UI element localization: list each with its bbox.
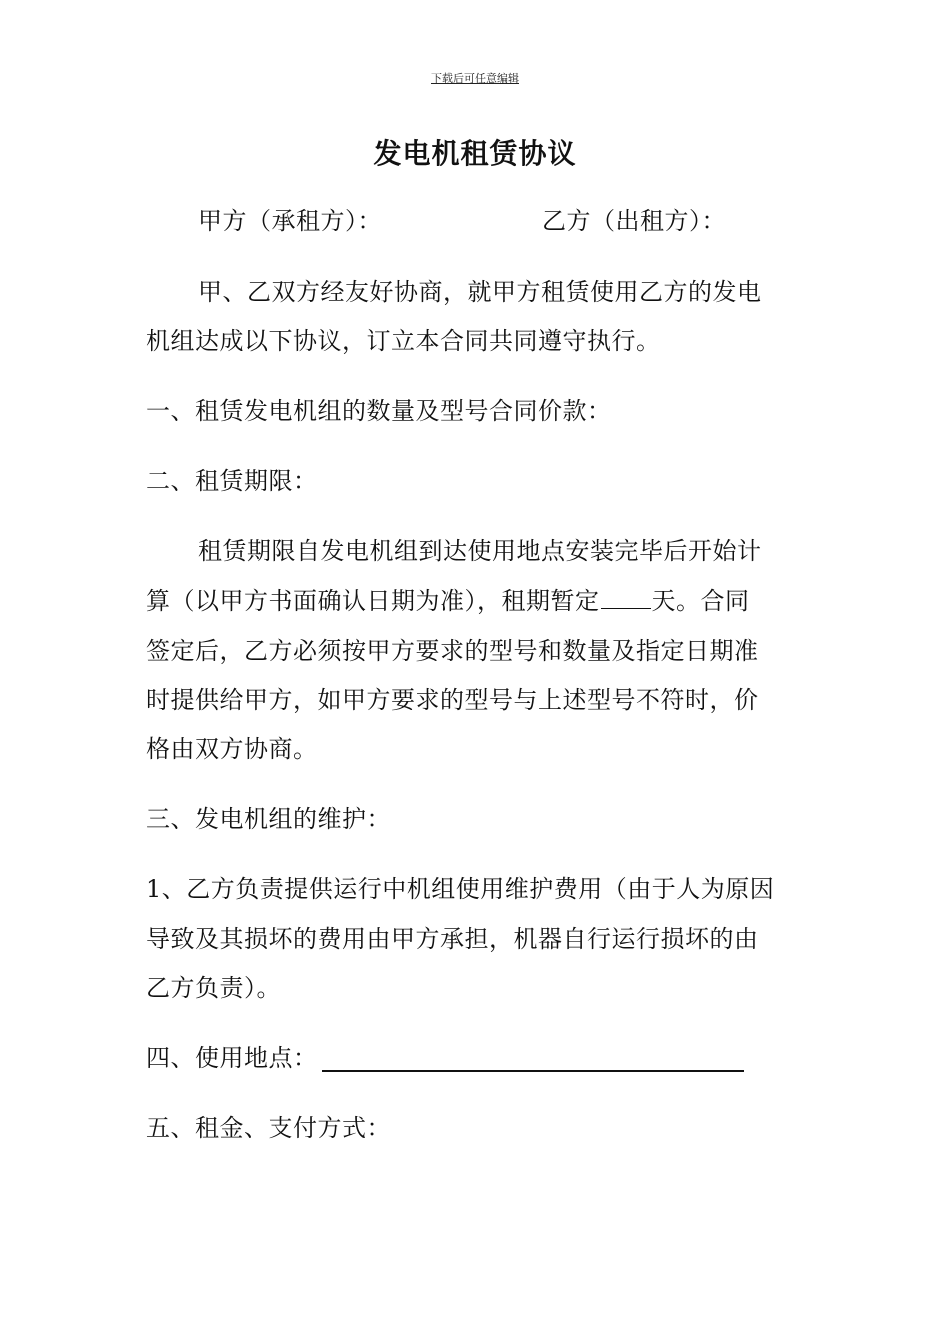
section-2-line-5: 格由双方协商。 [146, 735, 318, 763]
section-2-heading: 二、租赁期限： [146, 467, 318, 495]
header-note: 下载后可任意编辑 [431, 72, 519, 85]
section-5-heading: 五、租金、支付方式： [146, 1114, 391, 1142]
section-2-line-4: 时提供给甲方，如甲方要求的型号与上述型号不符时，价 [146, 686, 759, 714]
section-3-item-1-line-1: 1、乙方负责提供运行中机组使用维护费用（由于人为原因 [146, 875, 775, 903]
party-a-label: 甲方（承租方）： [198, 207, 382, 235]
party-b-label: 乙方（出租方）： [542, 207, 726, 235]
section-2-line-2-text: 算（以甲方书面确认日期为准），租期暂定 [146, 587, 600, 615]
section-1-heading: 一、租赁发电机组的数量及型号合同价款： [146, 397, 612, 425]
page-header [0, 67, 950, 86]
section-3-heading: 三、发电机组的维护： [146, 805, 391, 833]
section-2-line-2-tail: 天。合同 [651, 587, 750, 615]
section-2-line-2 [146, 586, 826, 616]
section-3-item-1-line-3: 乙方负责）。 [146, 974, 281, 1002]
section-2-line-3: 签定后，乙方必须按甲方要求的型号和数量及指定日期准 [146, 637, 759, 665]
usage-location-blank [322, 1070, 744, 1072]
section-3-item-1-line-2: 导致及其损坏的费用由甲方承担，机器自行运行损坏的由 [146, 925, 759, 953]
intro-line-1: 甲、乙双方经友好协商，就甲方租赁使用乙方的发电 [198, 278, 762, 306]
lease-days-blank [601, 586, 651, 609]
intro-line-2: 机组达成以下协议，订立本合同共同遵守执行。 [146, 327, 661, 355]
parties-line [198, 206, 878, 236]
section-2-line-1: 租赁期限自发电机组到达使用地点安装完毕后开始计 [198, 537, 762, 565]
document-title: 发电机租赁协议 [373, 137, 577, 170]
section-4-heading: 四、使用地点： [146, 1044, 318, 1072]
